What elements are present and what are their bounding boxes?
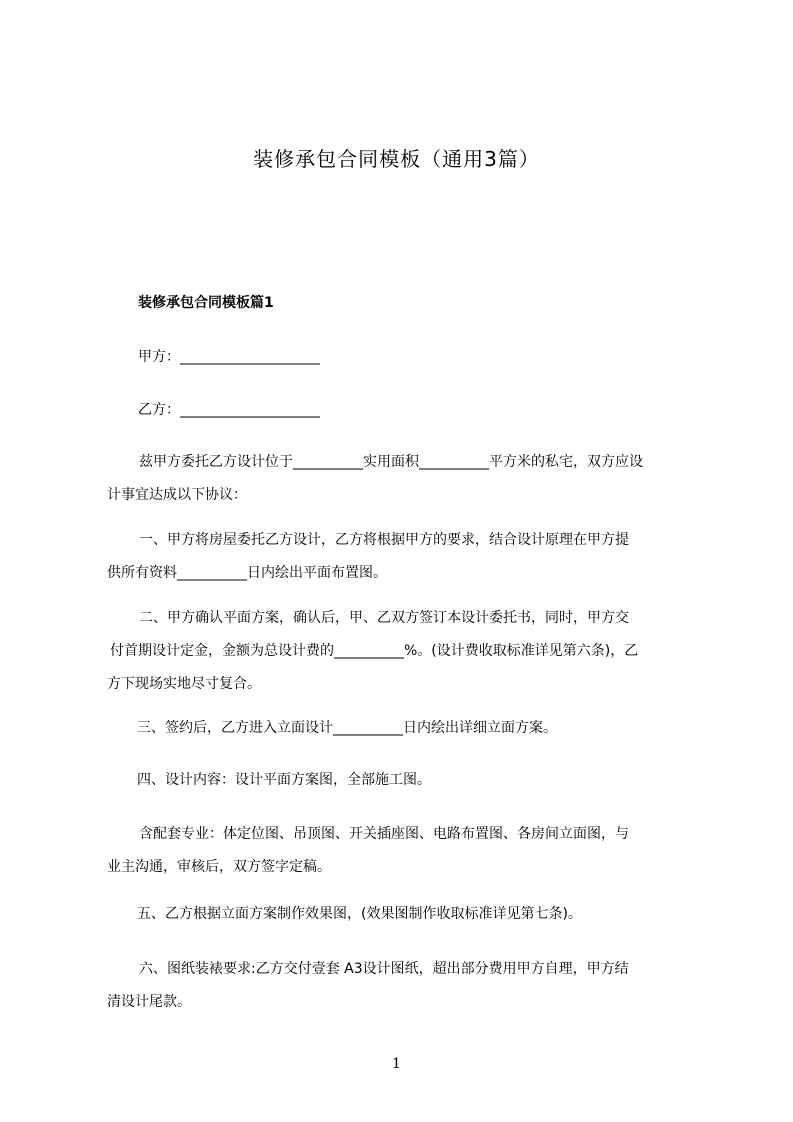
text-line: 二、甲方确认平面方案，确认后，甲、乙双方签订本设计委托书，同时，甲方交 bbox=[139, 610, 629, 626]
text-line: 付首期设计定金，金额为总设计费的__________%。(设计费收取标准详见第六条)，乙 bbox=[110, 643, 639, 659]
paragraph-clause-2 bbox=[107, 602, 715, 701]
paragraph-clause-5 bbox=[107, 898, 715, 931]
text-line: 方下现场实地尽寸复合。 bbox=[107, 676, 261, 692]
text-line: 计事宜达成以下协议： bbox=[107, 487, 247, 503]
text-line: 兹甲方委托乙方设计位于__________实用面积__________平方米的私宅，双方应设 bbox=[139, 454, 643, 470]
document-title: 装修承包合同模板（通用3篇） bbox=[253, 147, 540, 171]
paragraph-clause-1 bbox=[107, 524, 715, 590]
party-b-line: 乙方：____________________ bbox=[138, 402, 320, 418]
text-line: 一、甲方将房屋委托乙方设计，乙方将根据甲方的要求，结合设计原理在甲方提 bbox=[139, 532, 629, 548]
text-line: 供所有资料__________日内绘出平面布置图。 bbox=[107, 565, 387, 581]
text-line: 四、设计内容：设计平面方案图，全部施工图。 bbox=[137, 772, 431, 788]
text-line: 业主沟通，审核后，双方签字定稿。 bbox=[107, 859, 331, 875]
section-heading: 装修承包合同模板篇1 bbox=[138, 295, 274, 311]
paragraph-intro bbox=[107, 446, 715, 512]
paragraph-clause-3 bbox=[107, 712, 715, 745]
paragraph-clause-4 bbox=[107, 764, 715, 797]
paragraph-clause-6 bbox=[107, 953, 715, 1019]
party-a-line: 甲方：____________________ bbox=[138, 349, 320, 365]
text-line: 六、图纸装裱要求:乙方交付壹套 A3设计图纸，超出部分费用甲方自理，甲方结 bbox=[139, 961, 629, 977]
page-number: 1 bbox=[392, 1056, 401, 1072]
text-line: 三、签约后，乙方进入立面设计__________日内绘出详细立面方案。 bbox=[137, 720, 557, 736]
text-line: 含配套专业：体定位图、吊顶图、开关插座图、电路布置图、各房间立面图，与 bbox=[139, 826, 629, 842]
text-line: 五、乙方根据立面方案制作效果图，(效果图制作收取标准详见第七条)。 bbox=[137, 906, 582, 922]
text-line: 清设计尾款。 bbox=[107, 994, 191, 1010]
paragraph-professional-scope bbox=[107, 818, 715, 884]
